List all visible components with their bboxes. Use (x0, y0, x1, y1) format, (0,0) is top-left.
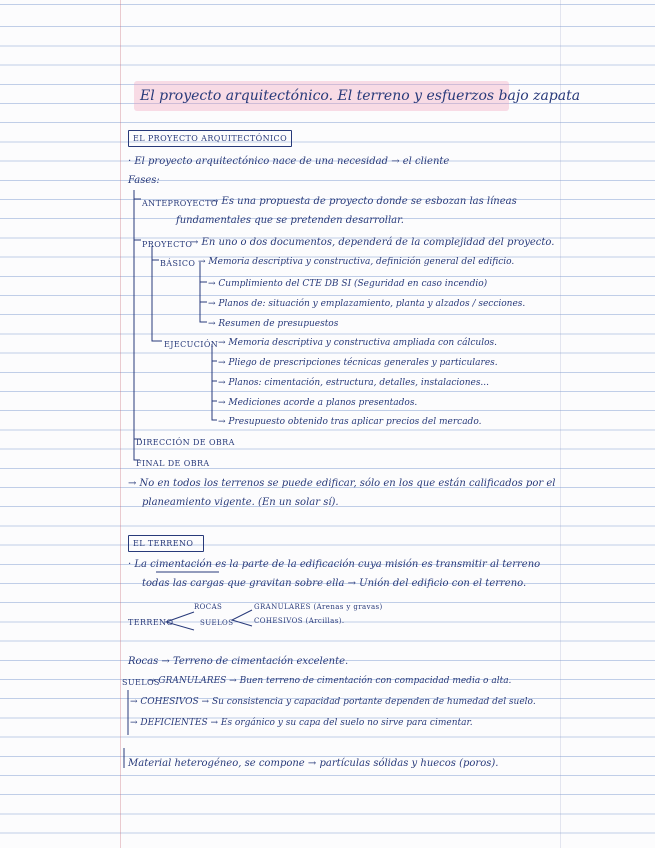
granulares-label: GRANULARES (Arenas y gravas) (254, 603, 383, 611)
material-line: Material heterogéneo, se compone → partículas sólidas y huecos (poros). (128, 758, 499, 769)
basico-item: → Memoria descriptiva y constructiva, definición general del edificio. (198, 257, 515, 267)
suelos-angle (232, 610, 252, 626)
cohesivos-label: COHESIVOS (Arcillas). (254, 617, 345, 625)
ejecucion-item: → Planos: cimentación, estructura, detalles, instalaciones... (218, 378, 490, 388)
anteproyecto-text-2: fundamentales que se pretenden desarrollar. (176, 215, 404, 226)
ejecucion-item: → Mediciones acorde a planos presentados. (218, 398, 418, 408)
ejecucion-item: → Presupuesto obtenido tras aplicar precios del mercado. (218, 417, 482, 427)
note-line-1: → No en todos los terrenos se puede edificar, sólo en los que están calificados por el (128, 478, 556, 489)
basico-item: → Cumplimiento del CTE DB SI (Seguridad en caso incendio) (208, 279, 488, 289)
intro-line-2: Fases: (128, 175, 160, 186)
final-label: FINAL DE OBRA (136, 459, 210, 468)
basico-items-bracket (200, 262, 207, 322)
suelos-item: → COHESIVOS → Su consistencia y capacidad portante dependen de humedad del suelo. (130, 697, 536, 707)
intro-line-1: · El proyecto arquitectónico nace de una necesidad → el cliente (128, 156, 450, 167)
definition-line-2: todas las cargas que gravitan sobre ella → Unión del edificio con el terreno. (142, 578, 527, 589)
suelos-item: → GRANULARES → Buen terreno de cimentación con compacidad media o alta. (148, 676, 512, 686)
ejecucion-item: → Memoria descriptiva y constructiva ampliada con cálculos. (218, 338, 497, 348)
proyecto-text: → En uno o dos documentos, dependerá de la complejidad del proyecto. (190, 237, 555, 248)
fases-bracket-line (134, 190, 140, 460)
suelos-item: → DEFICIENTES → Es orgánico y su capa del suelo no sirve para cimentar. (130, 718, 473, 728)
basico-item: → Resumen de presupuestos (208, 319, 339, 329)
anteproyecto-label: ANTEPROYECTO (142, 199, 218, 208)
direccion-label: DIRECCIÓN DE OBRA (136, 438, 235, 447)
basico-item: → Planos de: situación y emplazamiento, planta y alzados / secciones. (208, 299, 526, 309)
section2-heading: EL TERRENO (133, 539, 194, 548)
note-line-2: planeamiento vigente. (En un solar sí). (142, 497, 339, 508)
anteproyecto-text-1: → Es una propuesta de proyecto donde se esbozan las líneas (210, 196, 517, 207)
definition-line-1: · La cimentación es la parte de la edificación cuya misión es transmitir al terreno (128, 559, 541, 570)
rocas-line: Rocas → Terreno de cimentación excelente. (128, 656, 349, 667)
ejecucion-item: → Pliego de prescripciones técnicas generales y particulares. (218, 358, 498, 368)
terreno-angle (166, 612, 194, 630)
ejecucion-label: EJECUCIÓN (164, 340, 219, 349)
suelos-group-label: SUELOS (122, 678, 160, 687)
terreno-label: TERRENO (128, 618, 174, 627)
rocas-label: ROCAS (194, 603, 223, 611)
page-title: El proyecto arquitectónico. El terreno y esfuerzos bajo zapata (140, 88, 581, 104)
basico-label: BÁSICO (160, 259, 196, 268)
proyecto-label: PROYECTO (142, 240, 193, 249)
suelos-label: SUELOS (200, 619, 234, 627)
ejecucion-items-bracket (212, 344, 217, 420)
section1-heading: EL PROYECTO ARQUITECTÓNICO (133, 134, 288, 143)
